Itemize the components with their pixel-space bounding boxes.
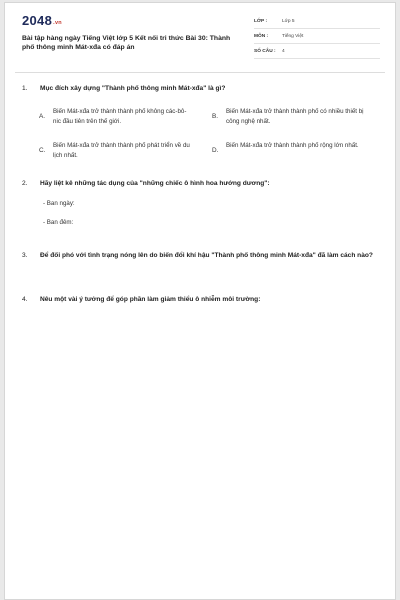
question-text: Hãy liệt kê những tác dụng của "những chiếc ô hình hoa hướng dương": (40, 180, 270, 187)
meta-value: Tiếng Việt (282, 34, 304, 39)
meta-row-question-count (254, 45, 380, 59)
meta-label: LỚP : (254, 19, 268, 24)
option-text: Biến Mát-xđa trở thành thành phố rộng lớn nhất. (226, 142, 359, 149)
option-letter: C. (39, 147, 46, 154)
logo-main: 2048 (22, 13, 53, 28)
question-number: 2. (22, 180, 28, 187)
meta-label: SỐ CÂU : (254, 49, 276, 54)
meta-row-subject (254, 30, 380, 44)
worksheet-page (4, 2, 396, 600)
option-letter: A. (39, 113, 46, 120)
meta-row-class (254, 15, 380, 29)
meta-label: MÔN : (254, 34, 269, 39)
question-text: Để đối phó với tình trạng nóng lên do biến đổi khí hậu "Thành phố thông minh Mát-xđa" đã làm cách nào? (40, 252, 373, 259)
question-number: 1. (22, 85, 28, 92)
answer-line-night[interactable]: - Ban đêm: (43, 219, 74, 226)
option-letter: B. (212, 113, 219, 120)
answer-line-day[interactable]: - Ban ngày: (43, 200, 75, 207)
option-text: Biến Mát-xđa trở thành thành phố không các-bô-nic đầu tiên trên thế giới. (53, 108, 187, 125)
option-text: Biến Mát-xđa trở thành thành phố phát triển về du lịch nhất. (53, 142, 190, 159)
logo-suffix: .vn (53, 20, 62, 26)
option-letter: D. (212, 147, 219, 154)
question-number: 3. (22, 252, 28, 259)
option-text: Biến Mát-xđa trở thành thành phố có nhiều thiết bị công nghệ nhất. (226, 108, 364, 125)
question-text: Nêu một vài ý tưởng để góp phần làm giảm thiểu ô nhiễm môi trường: (40, 296, 261, 303)
meta-value: 4 (282, 49, 285, 54)
meta-panel (254, 15, 380, 60)
worksheet-title: Bài tập hàng ngày Tiếng Việt lớp 5 Kết nối tri thức Bài 30: Thành phố thông minh Mát-xđa có đáp án (22, 35, 231, 51)
site-logo[interactable] (22, 13, 62, 28)
question-number: 4. (22, 296, 28, 303)
question-text: Mục đích xây dựng "Thành phố thông minh Mát-xđa" là gì? (40, 85, 226, 92)
header-divider (15, 72, 385, 73)
worksheet-header (5, 3, 395, 69)
meta-value: Lớp 5 (282, 19, 295, 24)
